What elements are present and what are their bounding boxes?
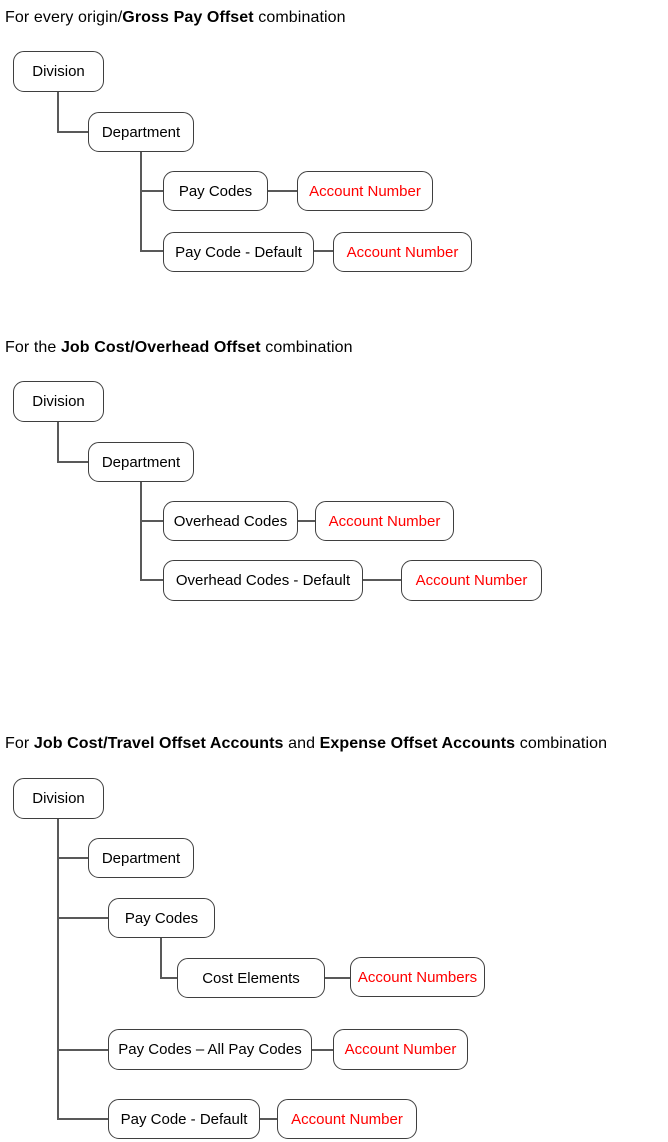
connector-line	[58, 461, 88, 463]
connector-line	[58, 1118, 108, 1120]
title-text: For the	[5, 339, 61, 356]
connector-line	[58, 131, 88, 133]
node-account-number: Account Number	[333, 232, 472, 272]
title-text: combination	[260, 339, 353, 356]
node-account-number: Account Number	[297, 171, 433, 211]
connector-line	[141, 579, 163, 581]
node-department: Department	[88, 442, 194, 482]
connector-line	[312, 1049, 333, 1051]
node-overhead-codes: Overhead Codes	[163, 501, 298, 541]
connector-line	[57, 92, 59, 133]
connector-line	[260, 1118, 277, 1120]
node-division: Division	[13, 778, 104, 819]
node-pay-code-default: Pay Code - Default	[108, 1099, 260, 1139]
connector-line	[363, 579, 401, 581]
node-account-number: Account Number	[333, 1029, 468, 1070]
node-account-number: Account Number	[315, 501, 454, 541]
connector-line	[314, 250, 333, 252]
connector-line	[58, 857, 88, 859]
connector-line	[57, 422, 59, 463]
section-title-gross-pay-offset	[5, 9, 346, 27]
node-overhead-codes-default: Overhead Codes - Default	[163, 560, 363, 601]
connector-line	[141, 250, 163, 252]
connector-line	[268, 190, 297, 192]
node-division: Division	[13, 381, 104, 422]
node-pay-codes: Pay Codes	[108, 898, 215, 938]
connector-line	[140, 482, 142, 581]
section-title-overhead-offset	[5, 339, 353, 357]
title-text-bold: Job Cost/Travel Offset Accounts	[33, 735, 284, 752]
node-pay-codes-all-pay-codes: Pay Codes – All Pay Codes	[108, 1029, 312, 1070]
node-department: Department	[88, 838, 194, 878]
connector-line	[140, 152, 142, 252]
connector-line	[325, 977, 350, 979]
connector-line	[141, 520, 163, 522]
title-text-bold: Gross Pay Offset	[122, 9, 254, 26]
node-division: Division	[13, 51, 104, 92]
node-pay-code-default: Pay Code - Default	[163, 232, 314, 272]
node-department: Department	[88, 112, 194, 152]
connector-line	[57, 819, 59, 1120]
node-account-number: Account Number	[277, 1099, 417, 1139]
connector-line	[58, 1049, 108, 1051]
section-title-travel-expense-offset	[5, 735, 607, 753]
title-text: combination	[253, 9, 346, 26]
node-account-number: Account Number	[401, 560, 542, 601]
connector-line	[141, 190, 163, 192]
connector-line	[58, 917, 108, 919]
title-text: and	[283, 735, 320, 752]
node-cost-elements: Cost Elements	[177, 958, 325, 998]
node-pay-codes: Pay Codes	[163, 171, 268, 211]
title-text: For	[5, 735, 34, 752]
connector-line	[298, 520, 315, 522]
title-text-bold: Job Cost/Overhead Offset	[60, 339, 261, 356]
connector-line	[160, 938, 162, 979]
title-text: For every origin/	[5, 9, 123, 26]
title-text-bold: Expense Offset Accounts	[319, 735, 516, 752]
node-account-numbers: Account Numbers	[350, 957, 485, 997]
title-text: combination	[515, 735, 608, 752]
connector-line	[161, 977, 177, 979]
